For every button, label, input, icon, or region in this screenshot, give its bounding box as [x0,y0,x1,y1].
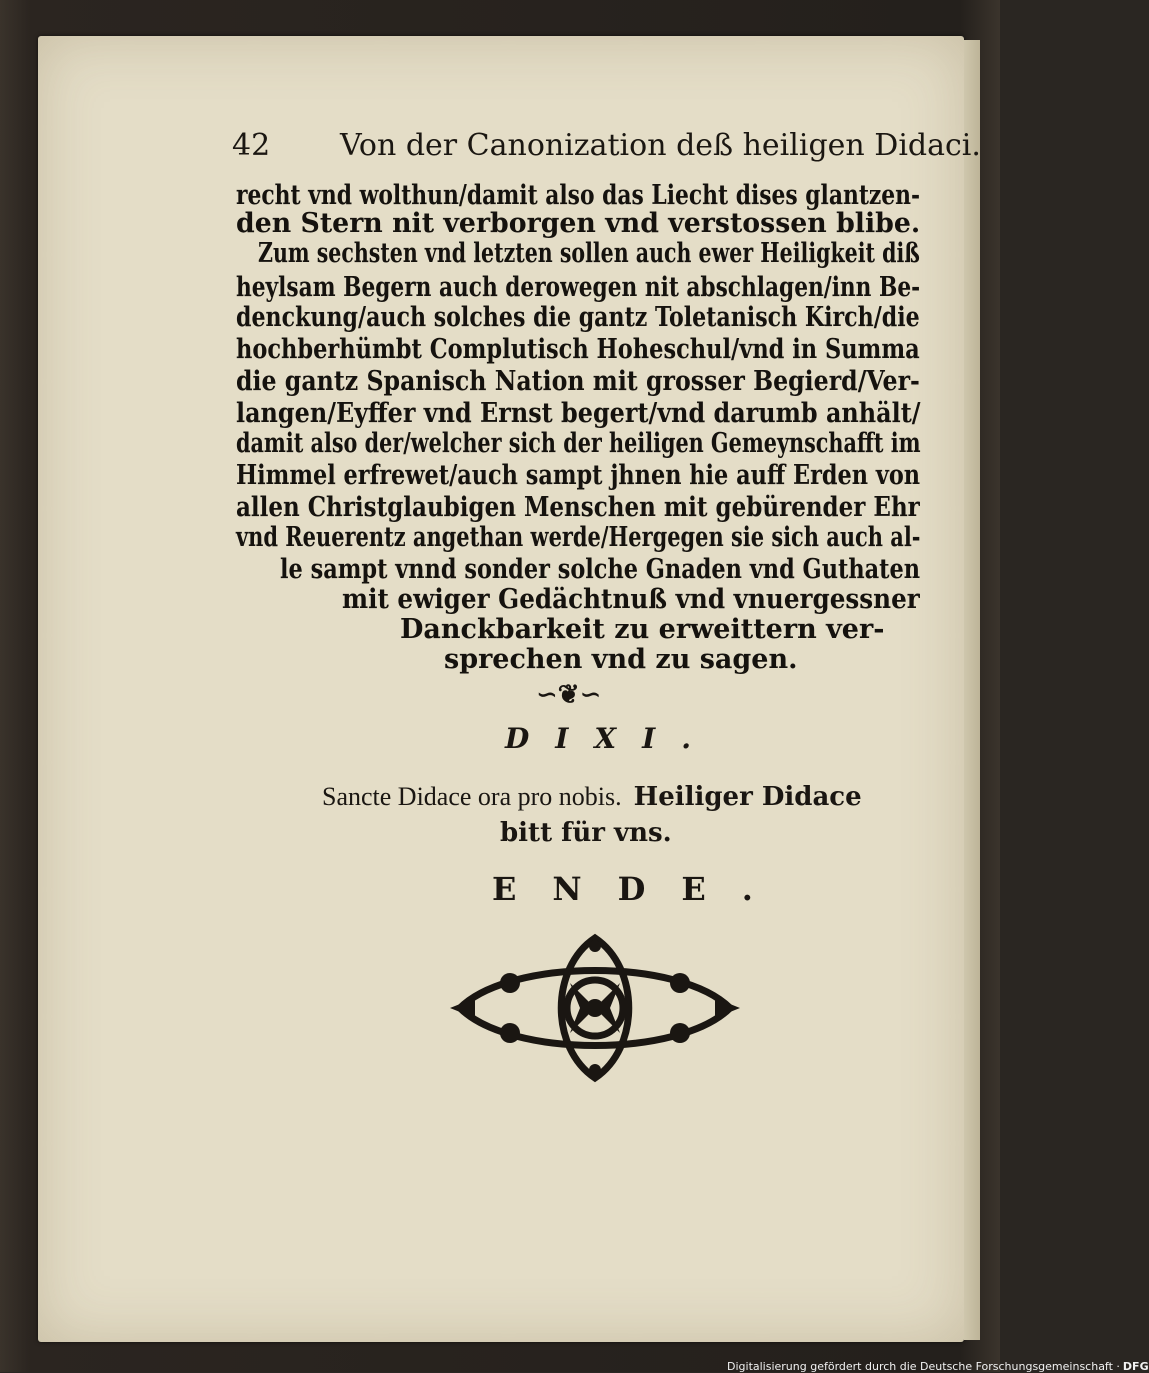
prayer-line [322,782,862,812]
running-title: Von der Canonization deß heiligen Didaci. [340,128,981,163]
text-line: mit ewiger Gedächtnuß vnd vnuergessner [342,584,920,615]
text-line: damit also der/welcher sich der heiligen Gemeynschafft im [236,428,921,459]
prayer-german-continuation: bitt für vns. [500,818,672,848]
text-line: sprechen vnd zu sagen. [444,644,798,675]
dfg-logo: DFG [1122,1360,1149,1373]
text-line: vnd Reuerentz angethan werde/Hergegen sie sich auch al- [236,522,921,553]
digitization-credit [727,1360,1149,1373]
text-line: hochberhümbt Complutisch Hoheschul/vnd in Summa [236,334,920,365]
ende-heading: ENDE. [492,870,789,908]
text-line: Zum sechsten vnd letzten sollen auch ewer Heiligkeit diß [258,238,920,269]
prayer-latin: Sancte Didace ora pro nobis. [322,782,622,811]
text-line: recht vnd wolthun/damit also das Liecht dises glantzen- [236,180,921,211]
dixi-heading: DIXI. [505,722,717,755]
text-line: Himmel erfrewet/auch sampt jhnen hie auff Erden von [236,460,921,491]
text-line: heylsam Begern auch derowegen nit abschlagen/inn Be- [236,272,921,303]
text-line: langen/Eyffer vnd Ernst begert/vnd darumb anhält/ [236,398,921,429]
text-line: die gantz Spanisch Nation mit grosser Begierd/Ver- [236,366,920,397]
credit-text: Digitalisierung gefördert durch die Deutsche Forschungsgemeinschaft · [727,1360,1120,1373]
text-line: Danckbarkeit zu erweittern ver- [400,614,885,645]
text-line: le sampt vnnd sonder solche Gnaden vnd Guthaten [280,554,921,585]
page-number: 42 [232,128,271,163]
text-line: den Stern nit verborgen vnd verstossen blibe. [236,208,921,239]
fleuron-ornament: ∽❦∽ [536,680,602,710]
prayer-german: Heiliger Didace [633,782,862,812]
text-line: allen Christglaubigen Menschen mit gebürender Ehr [236,492,920,523]
text-line: denckung/auch solches die gantz Toletanisch Kirch/die [236,302,920,333]
woodcut-vignette-ornament [450,928,740,1088]
